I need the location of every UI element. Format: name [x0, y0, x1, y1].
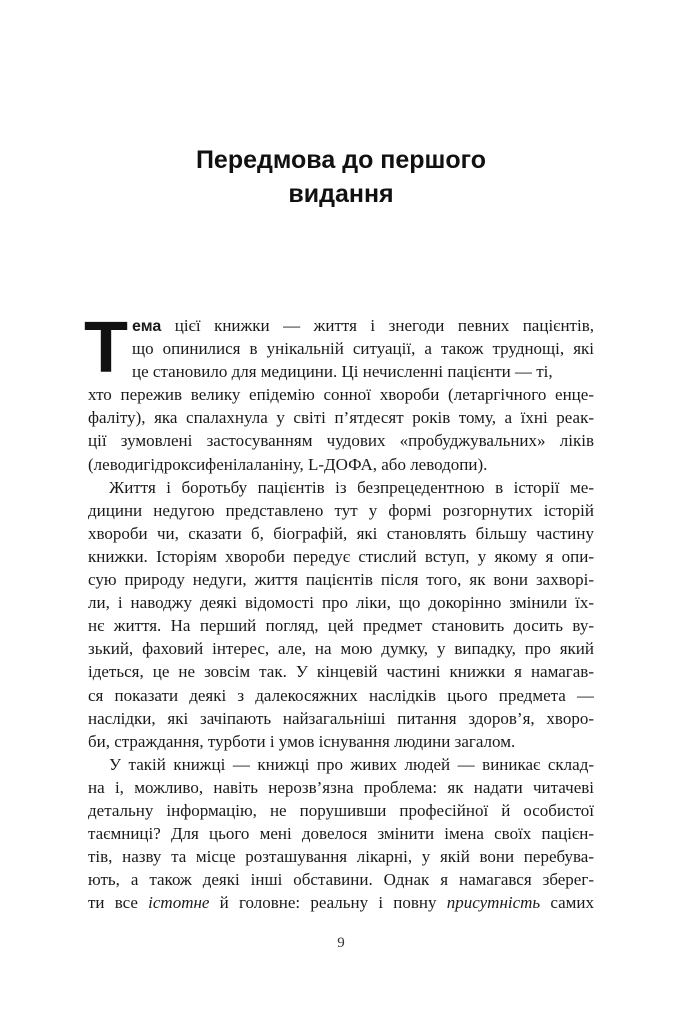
text-line: ема цієї книжки — життя і знегоди певних пацієнтів, — [132, 316, 594, 335]
text-line: ідеться, це не зовсім так. У кінцевій частині книжки я намагав- — [88, 662, 594, 682]
text-line: тів, назву та місце розташування лікарні, у якій вони перебува- — [88, 847, 594, 867]
text-line: детальну інформацію, не порушивши професійної й особистої — [88, 800, 594, 820]
text-line: ли, і наводжу деякі відомості про ліки, що докорінно змінили їх- — [88, 593, 594, 613]
text-line: таємниці? Для цього мені довелося змінити імена своїх пацієн- — [88, 824, 594, 844]
text-line: би, страждання, турботи і умов існування людини загалом. — [88, 731, 516, 751]
drop-cap: Т — [84, 308, 128, 388]
text-line: ти все істотне й головне: реальну і повну присутність самих — [88, 893, 594, 913]
paragraph-2 — [88, 476, 594, 753]
text-line: книжки. Історіям хвороби передує стислий вступ, у якому я опи- — [88, 546, 594, 566]
italic-word: істотне — [148, 893, 210, 913]
text-line: що опинилися в унікальній ситуації, а також труднощі, які — [132, 339, 594, 359]
italic-word: присутність — [446, 893, 541, 913]
text-line: (леводигідроксифенілаланіну, L-ДОФА, або леводопи). — [88, 454, 488, 474]
text-line: У такій книжці — книжці про живих людей — виникає склад- — [109, 754, 594, 774]
text-line: ся показати деякі з далекосяжних наслідків цього предмета — — [88, 685, 594, 705]
text-line: це становило для медицини. Ці нечисленні пацієнти — ті, — [132, 362, 553, 382]
text-line: Життя і боротьбу пацієнтів із безпрецедентною в історії ме- — [109, 477, 594, 497]
text-line: на і, можливо, навіть нерозв’язна проблема: як надати читачеві — [88, 777, 594, 797]
text-line: наслідки, які зачіпають найзагальніші питання здоров’я, хворо- — [88, 708, 594, 728]
text-line: сую природу недуги, життя пацієнтів після того, як вони захворі- — [88, 570, 594, 590]
text-line: зький, фаховий інтерес, але, на мою думку, у випадку, про який — [88, 639, 594, 659]
text-line: фаліту), яка спалахнула у світі п’ятдесят років тому, а їхні реак- — [88, 408, 594, 428]
lead-word: ема — [132, 318, 162, 335]
text-line: ції зумовлені застосуванням чудових «пробуджувальних» ліків — [88, 431, 594, 451]
text-line: нє життя. На перший погляд, цей предмет становить досить ву- — [88, 616, 594, 636]
text-line: хто пережив велику епідемію сонної хвороби (летаргічного енце- — [88, 385, 594, 405]
paragraph-3 — [88, 753, 594, 915]
text-line: ють, а також деякі інші обставини. Однак я намагався зберег- — [88, 870, 594, 890]
chapter-title — [0, 143, 682, 211]
page-number: 9 — [337, 935, 345, 951]
chapter-title-line-1: Передмова до першого — [195, 146, 487, 174]
chapter-title-line-2: видання — [288, 180, 394, 208]
body-text — [84, 308, 594, 914]
paragraph-1 — [84, 308, 594, 476]
text-line: дицини недугою представлено тут у формі розгорнутих історій — [88, 500, 594, 520]
text-line: хвороби чи, сказати б, біографій, які становлять більшу частину — [88, 523, 594, 543]
